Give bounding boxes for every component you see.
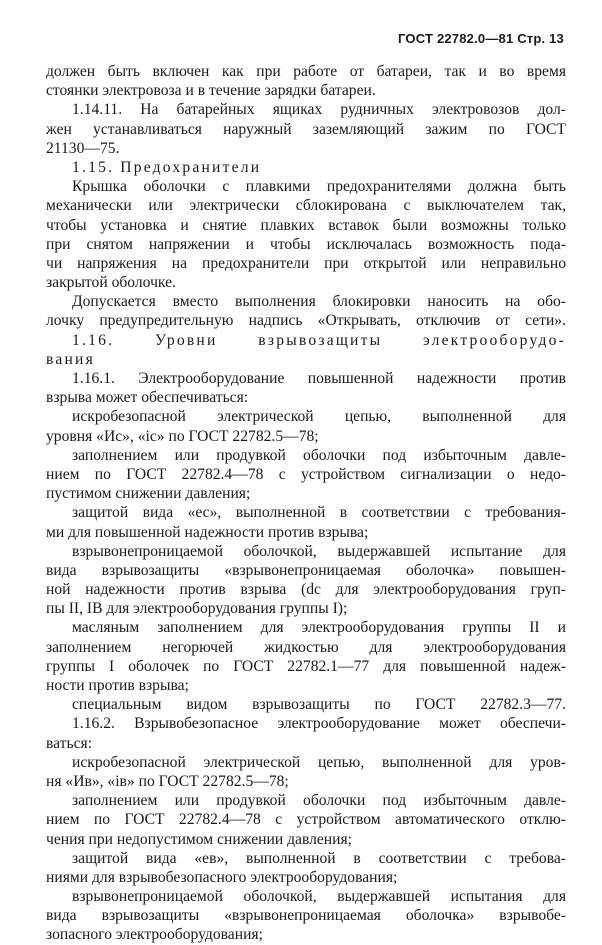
text-line: должен быть включен как при работе от батареи, так и во время <box>46 63 566 80</box>
text-line: вида взрывозащиты «взрывонепроницаемая оболочка» взрывобе- <box>46 907 566 925</box>
text-line: искробезопасной электрической цепью, выполненной для <box>72 408 566 426</box>
text-line: пы II, IВ для электрооборудования группы I); <box>46 600 348 618</box>
document-body <box>46 62 566 945</box>
text-line: чтобы установка и снятие плавких вставок были возможны только <box>46 216 566 234</box>
text-line: заполнением или продувкой оболочки под избыточным давле- <box>72 446 566 464</box>
text-line: заполнением негорючей жидкостью для электрооборудования <box>46 638 566 656</box>
text-line: ниями для взрывобезопасного электрооборудования; <box>46 868 398 886</box>
text-line: нием по ГОСТ 22782.4—78 с устройством автоматического отклю- <box>46 811 566 829</box>
text-line: лочку предупредительную надпись «Открывать, отключив от сети». <box>46 312 566 330</box>
text-line: закрытой оболочке. <box>46 274 176 292</box>
text-line: вида взрывозащиты «взрывонепроницаемая оболочка» повышен- <box>46 561 566 579</box>
text-line: группы I оболочек по ГОСТ 22782.1—77 для повышенной надеж- <box>46 657 566 675</box>
text-line: 1.15. Предохранители <box>72 158 262 176</box>
text-line: вания <box>46 350 95 368</box>
text-line: взрывонепроницаемой оболочкой, выдержавшей испытания для <box>72 888 566 906</box>
text-line: стоянки электровоза и в течение зарядки батареи. <box>46 82 376 100</box>
text-line: ми для повышенной надежности против взрыва; <box>46 523 369 541</box>
text-line: защитой вида «ес», выполненной в соответствии с требования- <box>72 504 566 522</box>
text-line: ваться: <box>46 734 93 752</box>
text-line: ности против взрыва; <box>46 677 189 694</box>
text-line: зопасного электрооборудования; <box>46 926 263 944</box>
text-line: жен устанавливаться наружный заземляющий зажим по ГОСТ <box>46 120 566 138</box>
text-line: чи напряжения на предохранители при открытой или неправильно <box>46 254 566 272</box>
text-line: чения при недопустимом снижении давления; <box>46 830 353 848</box>
text-line: защитой вида «ев», выполненной в соответствии с требова- <box>72 849 566 867</box>
text-line: 1.16. Уровни взрывозащиты электрооборудо- <box>72 331 566 349</box>
text-line: пустимом снижении давления; <box>46 485 251 503</box>
text-line: 1.16.1. Электрооборудование повышенной надежности против <box>72 370 566 387</box>
text-line: ной надежности против взрыва (dс для электрооборудования груп- <box>46 581 566 599</box>
text-line: взрывонепроницаемой оболочкой, выдержавшей испытание для <box>72 542 566 560</box>
page-header: ГОСТ 22782.0—81 Стр. 13 <box>398 31 564 46</box>
text-line: нием по ГОСТ 22782.4—78 с устройством сигнализации о недо- <box>46 465 566 483</box>
text-line: Допускается вместо выполнения блокировки наносить на обо- <box>72 293 566 311</box>
text-line: заполнением или продувкой оболочки под избыточным давле- <box>72 792 566 810</box>
text-line: уровня «Ис», «iс» по ГОСТ 22782.5—78; <box>46 427 319 445</box>
text-line: механически или электрически сблокирована с выключателем так, <box>46 197 566 215</box>
text-line: при снятом напряжении и чтобы исключалась возможность пода- <box>46 235 566 253</box>
text-line: 21130—75. <box>46 139 120 157</box>
text-line: ня «Ив», «iв» по ГОСТ 22782.5—78; <box>46 772 289 790</box>
text-line: Крышка оболочки с плавкими предохранителями должна быть <box>72 178 566 196</box>
text-line: взрыва может обеспечиваться: <box>46 389 249 407</box>
text-line: масляным заполнением для электрооборудования группы II и <box>72 619 566 637</box>
text-line: специальным видом взрывозащиты по ГОСТ 22782.3—77. <box>72 696 566 714</box>
text-line: 1.14.11. На батарейных ящиках рудничных электровозов дол- <box>72 101 566 119</box>
text-line: искробезопасной электрической цепью, выполненной для уров- <box>72 753 566 771</box>
text-line: 1.16.2. Взрывобезопасное электрооборудование может обеспечи- <box>72 715 566 733</box>
